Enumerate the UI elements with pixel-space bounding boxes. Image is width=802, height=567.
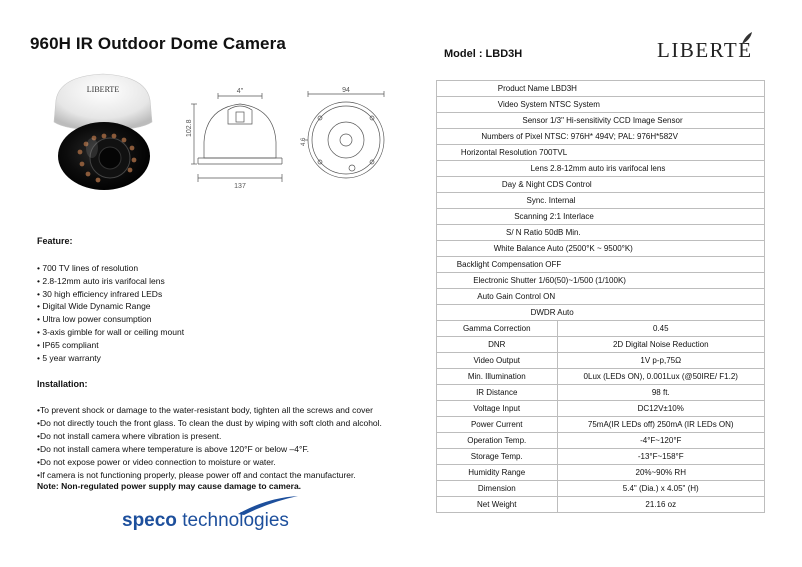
model-number: Model : LBD3H bbox=[444, 48, 523, 60]
list-item: • Ultra low power consumption bbox=[37, 314, 152, 325]
table-row bbox=[437, 145, 765, 161]
spec-cell: S/ N Ratio 50dB Min. bbox=[437, 225, 765, 241]
spec-label: Gamma Correction bbox=[437, 321, 558, 337]
speco-logo-light: technologies bbox=[176, 510, 289, 531]
spec-label: Min. Illumination bbox=[437, 369, 558, 385]
page-title: 960H IR Outdoor Dome Camera bbox=[30, 34, 286, 53]
list-item: • 2.8-12mm auto iris varifocal lens bbox=[37, 275, 165, 286]
spec-label: Power Current bbox=[437, 417, 558, 433]
table-row bbox=[437, 161, 765, 177]
spec-value: 21.16 oz bbox=[557, 497, 765, 513]
table-row bbox=[437, 289, 765, 305]
table-row bbox=[437, 177, 765, 193]
spec-label: DNR bbox=[437, 337, 558, 353]
spec-value: 0Lux (LEDs ON), 0.001Lux (@50IRE/ F1.2) bbox=[557, 369, 765, 385]
spec-cell: Video System NTSC System bbox=[437, 97, 765, 113]
brand-logo: LIBERTE bbox=[657, 38, 753, 62]
table-row bbox=[437, 385, 765, 401]
table-row bbox=[437, 337, 765, 353]
spec-label: Dimension bbox=[437, 481, 558, 497]
list-item: •Do not install camera where temperature is above 120°F or below –4°F. bbox=[37, 443, 309, 454]
table-row bbox=[437, 193, 765, 209]
spec-cell: Lens 2.8-12mm auto iris varifocal lens bbox=[437, 161, 765, 177]
table-row bbox=[437, 353, 765, 369]
features-heading: Feature: bbox=[37, 236, 73, 246]
speco-logo-bold: speco bbox=[122, 510, 177, 531]
list-item: •Do not install camera where vibration is present. bbox=[37, 430, 222, 441]
spec-label: Storage Temp. bbox=[437, 449, 558, 465]
dim-width-top: 4" bbox=[236, 88, 244, 95]
spec-cell: DWDR Auto bbox=[437, 305, 765, 321]
table-row bbox=[437, 81, 765, 97]
table-row bbox=[437, 129, 765, 145]
spec-cell: Product Name LBD3H bbox=[437, 81, 765, 97]
dim-width-bottom: 137 bbox=[234, 183, 246, 190]
spec-value: -4°F~120°F bbox=[557, 433, 765, 449]
table-row bbox=[437, 225, 765, 241]
table-row bbox=[437, 241, 765, 257]
spec-cell: Sensor 1/3" Hi-sensitivity CCD Image Sensor bbox=[437, 113, 765, 129]
front-view-drawing bbox=[188, 84, 294, 192]
spec-cell: Backlight Compensation OFF bbox=[437, 257, 765, 273]
spec-cell: Numbers of Pixel NTSC: 976H* 494V; PAL: 976H*582V bbox=[437, 129, 765, 145]
brand-leaf-icon bbox=[740, 30, 754, 46]
table-row bbox=[437, 401, 765, 417]
spec-value: 20%~90% RH bbox=[557, 465, 765, 481]
list-item: •Do not directly touch the front glass. To clean the dust by wiping with soft cloth and alcohol. bbox=[37, 417, 382, 428]
spec-table bbox=[436, 80, 765, 513]
spec-value: 98 ft. bbox=[557, 385, 765, 401]
top-view-drawing bbox=[300, 84, 392, 184]
table-row bbox=[437, 257, 765, 273]
spec-label: Video Output bbox=[437, 353, 558, 369]
table-row bbox=[437, 97, 765, 113]
spec-value: 75mA(IR LEDs off) 250mA (IR LEDs ON) bbox=[557, 417, 765, 433]
dim-side: 4.6 bbox=[301, 137, 307, 146]
spec-label: Operation Temp. bbox=[437, 433, 558, 449]
spec-value: DC12V±10% bbox=[557, 401, 765, 417]
table-row bbox=[437, 113, 765, 129]
list-item: • 5 year warranty bbox=[37, 352, 101, 363]
table-row bbox=[437, 481, 765, 497]
table-row bbox=[437, 417, 765, 433]
spec-label: Net Weight bbox=[437, 497, 558, 513]
camera-photo bbox=[50, 70, 156, 192]
dim-diameter: 94 bbox=[342, 87, 350, 94]
spec-cell: Auto Gain Control ON bbox=[437, 289, 765, 305]
installation-list bbox=[37, 404, 382, 481]
spec-cell: Electronic Shutter 1/60(50)~1/500 (1/100K) bbox=[437, 273, 765, 289]
spec-cell: Day & Night CDS Control bbox=[437, 177, 765, 193]
spec-value: 1V p-p,75Ω bbox=[557, 353, 765, 369]
spec-label: Humidity Range bbox=[437, 465, 558, 481]
features-list bbox=[37, 262, 184, 364]
table-row bbox=[437, 433, 765, 449]
spec-label: IR Distance bbox=[437, 385, 558, 401]
table-row bbox=[437, 305, 765, 321]
table-row bbox=[437, 497, 765, 513]
spec-cell: Scanning 2:1 Interlace bbox=[437, 209, 765, 225]
table-row bbox=[437, 449, 765, 465]
spec-value: 0.45 bbox=[557, 321, 765, 337]
list-item: •Do not expose power or video connection to moisture or water. bbox=[37, 456, 276, 467]
table-row bbox=[437, 465, 765, 481]
spec-label: Voltage Input bbox=[437, 401, 558, 417]
speco-swoosh-icon bbox=[236, 494, 300, 516]
list-item: • 30 high efficiency infrared LEDs bbox=[37, 288, 163, 299]
table-row bbox=[437, 369, 765, 385]
list-item: • Digital Wide Dynamic Range bbox=[37, 301, 151, 312]
spec-value: 5.4" (Dia.) x 4.05" (H) bbox=[557, 481, 765, 497]
spec-value: 2D Digital Noise Reduction bbox=[557, 337, 765, 353]
camera-brand-label: LIBERTE bbox=[86, 85, 120, 94]
table-row bbox=[437, 209, 765, 225]
table-row bbox=[437, 273, 765, 289]
dim-height: 102.8 bbox=[186, 119, 193, 137]
table-row bbox=[437, 321, 765, 337]
list-item: • 700 TV lines of resolution bbox=[37, 263, 139, 273]
spec-value: -13°F~158°F bbox=[557, 449, 765, 465]
installation-heading: Installation: bbox=[37, 379, 88, 389]
list-item: • 3-axis gimble for wall or ceiling mount bbox=[37, 326, 185, 337]
installation-note: Note: Non-regulated power supply may cause damage to camera. bbox=[37, 481, 302, 491]
list-item: • IP65 compliant bbox=[37, 339, 99, 350]
spec-cell: Sync. Internal bbox=[437, 193, 765, 209]
spec-cell: Horizontal Resolution 700TVL bbox=[437, 145, 765, 161]
list-item: •If camera is not functioning properly, please power off and contact the manufacturer. bbox=[37, 469, 356, 480]
list-item: •To prevent shock or damage to the water-resistant body, tighten all the screws and cover bbox=[37, 405, 373, 415]
spec-cell: White Balance Auto (2500°K ~ 9500°K) bbox=[437, 241, 765, 257]
